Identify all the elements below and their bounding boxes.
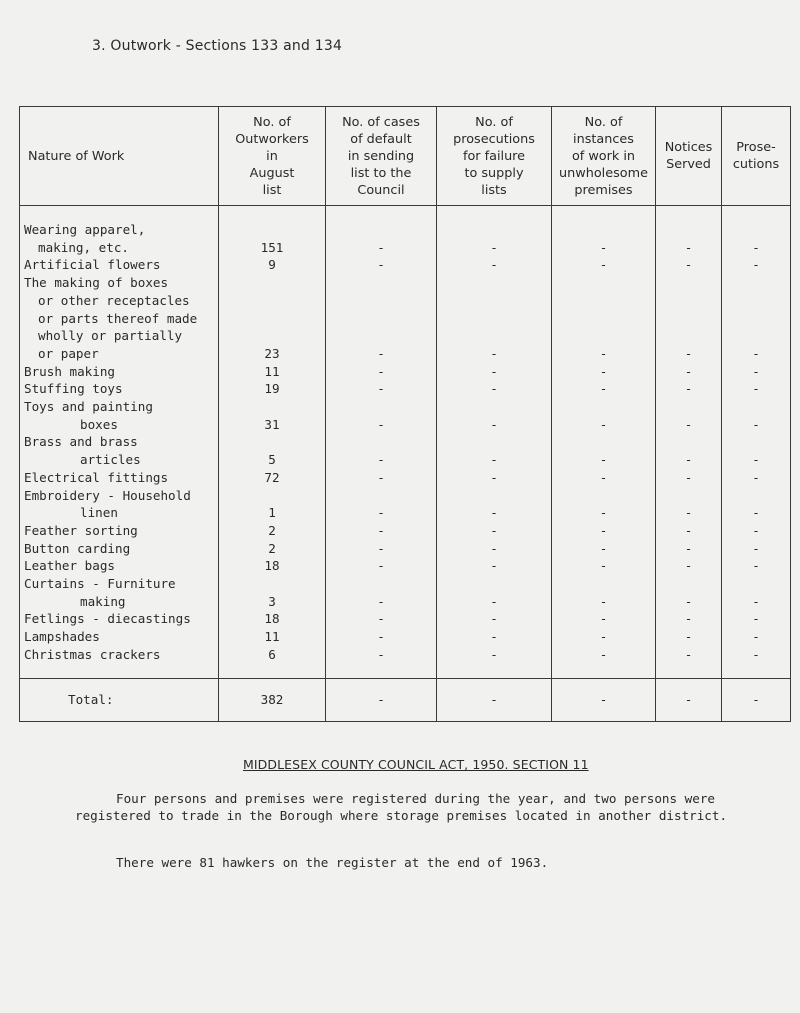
column-header-line: prosecutions xyxy=(453,131,535,147)
prose-value: - xyxy=(752,522,760,538)
table-row xyxy=(20,398,791,433)
default-value: - xyxy=(377,522,385,538)
prose-value: - xyxy=(752,363,760,379)
notices-value: - xyxy=(684,469,693,485)
outworkers-cell xyxy=(219,557,326,575)
default-value: - xyxy=(377,381,385,397)
default-value: - xyxy=(377,611,385,627)
prosecutions-cell xyxy=(437,646,552,678)
outworkers-value: 2 xyxy=(268,540,276,556)
prosecutions-cell xyxy=(437,469,552,487)
table-row xyxy=(20,206,791,257)
notices-value: - xyxy=(684,416,693,432)
default-cell xyxy=(326,433,437,468)
prosecutions-value: - xyxy=(490,558,498,574)
prosecutions-cell xyxy=(437,575,552,610)
nature-of-work-line: Curtains - Furniture xyxy=(24,576,176,592)
instances-cell xyxy=(552,256,656,274)
nature-of-work-line: Brass and brass xyxy=(24,434,138,450)
notices-cell xyxy=(656,363,722,381)
table-row xyxy=(20,557,791,575)
prose-value: - xyxy=(752,505,760,521)
prosecutions-value: - xyxy=(490,416,498,432)
prosecutions-value: - xyxy=(490,452,498,468)
instances-value: - xyxy=(599,239,608,255)
column-header-line: in sending xyxy=(347,148,415,164)
instances-cell xyxy=(552,557,656,575)
column-header-line: list xyxy=(262,182,282,198)
total-prosecutions-value: - xyxy=(437,678,552,721)
outworkers-cell xyxy=(219,469,326,487)
instances-value: - xyxy=(599,345,608,361)
column-header-line: Notices xyxy=(664,140,713,155)
prosecutions-value: - xyxy=(490,257,498,273)
instances-cell xyxy=(552,433,656,468)
default-cell xyxy=(326,575,437,610)
outworkers-cell xyxy=(219,206,326,257)
prose-cell xyxy=(722,487,791,522)
nature-of-work-line: Fetlings - diecastings xyxy=(24,611,191,627)
default-cell xyxy=(326,557,437,575)
default-cell xyxy=(326,380,437,398)
prosecutions-cell xyxy=(437,540,552,558)
outworkers-cell xyxy=(219,487,326,522)
outworkers-value: 1 xyxy=(268,505,276,521)
nature-of-work-line: wholly or partially xyxy=(38,328,183,344)
nature-of-work-cell xyxy=(20,274,219,363)
outworkers-cell xyxy=(219,646,326,678)
column-header-line: Served xyxy=(666,157,711,172)
notices-cell xyxy=(656,557,722,575)
nature-of-work-line: Artificial flowers xyxy=(24,257,161,273)
prose-value: - xyxy=(752,646,760,662)
outworkers-value: 9 xyxy=(268,257,276,273)
column-header-line: No. of xyxy=(584,114,623,130)
default-value: - xyxy=(377,558,385,574)
prosecutions-cell xyxy=(437,398,552,433)
instances-cell xyxy=(552,575,656,610)
column-header-line: Prose- xyxy=(736,140,776,155)
column-header-line: Council xyxy=(357,182,405,198)
nature-of-work-cell xyxy=(20,363,219,381)
outworkers-cell xyxy=(219,540,326,558)
notices-cell xyxy=(656,380,722,398)
notices-value: - xyxy=(684,558,693,574)
default-value: - xyxy=(377,239,385,255)
instances-cell xyxy=(552,522,656,540)
instances-value: - xyxy=(599,540,608,556)
column-header xyxy=(326,107,437,206)
nature-of-work-line: or other receptacles xyxy=(38,292,190,308)
nature-of-work-line: boxes xyxy=(80,416,118,432)
outworkers-value: 31 xyxy=(264,416,280,432)
notices-cell xyxy=(656,256,722,274)
notices-value: - xyxy=(684,593,693,609)
notices-cell xyxy=(656,487,722,522)
notices-value: - xyxy=(684,257,693,273)
column-header xyxy=(219,107,326,206)
column-header xyxy=(552,107,656,206)
prosecutions-cell xyxy=(437,256,552,274)
default-cell xyxy=(326,540,437,558)
table-row xyxy=(20,610,791,628)
instances-cell xyxy=(552,206,656,257)
outworkers-cell xyxy=(219,628,326,646)
notices-value: - xyxy=(684,522,693,538)
default-value: - xyxy=(377,505,385,521)
instances-cell xyxy=(552,380,656,398)
outworkers-cell xyxy=(219,575,326,610)
prosecutions-value: - xyxy=(490,593,498,609)
nature-of-work-cell xyxy=(20,557,219,575)
prose-cell xyxy=(722,522,791,540)
table-row xyxy=(20,363,791,381)
prose-cell xyxy=(722,256,791,274)
prose-cell xyxy=(722,540,791,558)
total-outworkers-value: 382 xyxy=(219,678,326,721)
nature-of-work-cell xyxy=(20,628,219,646)
default-cell xyxy=(326,610,437,628)
instances-value: - xyxy=(599,629,608,645)
table-row xyxy=(20,540,791,558)
nature-of-work-cell xyxy=(20,256,219,274)
default-value: - xyxy=(377,540,385,556)
default-value: - xyxy=(377,257,385,273)
instances-value: - xyxy=(599,381,608,397)
prose-cell xyxy=(722,398,791,433)
instances-value: - xyxy=(599,469,608,485)
prose-cell xyxy=(722,557,791,575)
table-row xyxy=(20,487,791,522)
prose-cell xyxy=(722,469,791,487)
column-header-line: No. of cases xyxy=(342,114,420,130)
prose-value: - xyxy=(752,593,760,609)
nature-of-work-line: Stuffing toys xyxy=(24,381,123,397)
prosecutions-value: - xyxy=(490,522,498,538)
nature-of-work-cell xyxy=(20,540,219,558)
column-header xyxy=(20,107,219,206)
nature-of-work-cell xyxy=(20,380,219,398)
default-value: - xyxy=(377,646,385,662)
default-value: - xyxy=(377,629,385,645)
nature-of-work-line: or parts thereof made xyxy=(38,310,198,326)
default-cell xyxy=(326,256,437,274)
paragraph-hawkers: There were 81 hawkers on the register at the end of 1963. xyxy=(116,855,549,870)
prose-value: - xyxy=(752,452,760,468)
default-value: - xyxy=(377,345,385,361)
column-header-line: of default xyxy=(350,131,412,147)
default-cell xyxy=(326,206,437,257)
table-row xyxy=(20,575,791,610)
instances-cell xyxy=(552,398,656,433)
column-header xyxy=(437,107,552,206)
outworkers-cell xyxy=(219,433,326,468)
notices-value: - xyxy=(684,239,693,255)
prose-value: - xyxy=(752,416,760,432)
nature-of-work-line: making xyxy=(80,593,126,609)
outworkers-value: 2 xyxy=(268,522,276,538)
prosecutions-cell xyxy=(437,433,552,468)
prose-value: - xyxy=(752,629,760,645)
column-header-line: for failure xyxy=(462,148,526,164)
instances-value: - xyxy=(599,505,608,521)
notices-value: - xyxy=(684,345,693,361)
table-row xyxy=(20,522,791,540)
notices-cell xyxy=(656,398,722,433)
instances-value: - xyxy=(599,416,608,432)
prosecutions-value: - xyxy=(490,629,498,645)
nature-of-work-cell xyxy=(20,469,219,487)
section-subheading: MIDDLESEX COUNTY COUNCIL ACT, 1950. SECTION 11 xyxy=(243,757,589,772)
nature-of-work-line: Button carding xyxy=(24,540,131,556)
prosecutions-cell xyxy=(437,610,552,628)
column-header-line: lists xyxy=(481,182,507,198)
nature-of-work-cell xyxy=(20,487,219,522)
prosecutions-cell xyxy=(437,557,552,575)
instances-value: - xyxy=(599,257,608,273)
notices-value: - xyxy=(684,646,693,662)
column-header-line: August xyxy=(249,165,295,181)
instances-cell xyxy=(552,646,656,678)
prosecutions-value: - xyxy=(490,381,498,397)
outworkers-value: 19 xyxy=(264,381,280,397)
default-cell xyxy=(326,646,437,678)
prosecutions-value: - xyxy=(490,540,498,556)
outworkers-value: 72 xyxy=(264,469,280,485)
notices-cell xyxy=(656,522,722,540)
prose-cell xyxy=(722,433,791,468)
nature-of-work-line: Wearing apparel, xyxy=(24,222,146,237)
outworkers-value: 11 xyxy=(264,363,280,379)
column-header-line: cutions xyxy=(732,157,780,172)
nature-of-work-cell xyxy=(20,610,219,628)
outworkers-cell xyxy=(219,363,326,381)
nature-of-work-line: Toys and painting xyxy=(24,399,153,415)
default-cell xyxy=(326,628,437,646)
prose-value: - xyxy=(752,611,760,627)
prosecutions-cell xyxy=(437,363,552,381)
table-row xyxy=(20,433,791,468)
default-value: - xyxy=(377,416,385,432)
instances-cell xyxy=(552,363,656,381)
notices-cell xyxy=(656,628,722,646)
default-cell xyxy=(326,363,437,381)
total-prose-value: - xyxy=(722,678,791,721)
nature-of-work-cell xyxy=(20,646,219,678)
instances-cell xyxy=(552,469,656,487)
total-label: Total: xyxy=(20,678,219,721)
notices-cell xyxy=(656,575,722,610)
prose-cell xyxy=(722,646,791,678)
outworkers-cell xyxy=(219,522,326,540)
notices-cell xyxy=(656,646,722,678)
column-header-line: to supply xyxy=(464,165,524,181)
prosecutions-cell xyxy=(437,206,552,257)
outworkers-value: 23 xyxy=(264,345,280,361)
outworkers-value: 3 xyxy=(268,593,276,609)
nature-of-work-line: The making of boxes xyxy=(24,275,169,291)
nature-of-work-line: Leather bags xyxy=(24,558,115,574)
column-header-line: unwholesome xyxy=(559,165,648,181)
notices-value: - xyxy=(684,540,693,556)
outwork-table xyxy=(19,106,791,722)
total-row xyxy=(20,678,791,721)
notices-cell xyxy=(656,206,722,257)
column-header-line: No. of xyxy=(253,114,291,130)
prose-cell xyxy=(722,610,791,628)
column-header xyxy=(722,107,791,206)
nature-of-work-line: Embroidery - Household xyxy=(24,487,191,503)
notices-value: - xyxy=(684,363,693,379)
notices-value: - xyxy=(684,505,693,521)
default-value: - xyxy=(377,469,385,485)
total-instances-value: - xyxy=(552,678,656,721)
instances-cell xyxy=(552,610,656,628)
prose-value: - xyxy=(752,469,760,485)
column-header-line: of work in xyxy=(571,148,636,164)
total-notices-value: - xyxy=(656,678,722,721)
prosecutions-value: - xyxy=(490,646,498,662)
instances-value: - xyxy=(599,558,608,574)
notices-value: - xyxy=(684,452,693,468)
total-default-value: - xyxy=(326,678,437,721)
default-cell xyxy=(326,398,437,433)
table-row xyxy=(20,628,791,646)
notices-cell xyxy=(656,469,722,487)
default-cell xyxy=(326,487,437,522)
prose-cell xyxy=(722,380,791,398)
prosecutions-value: - xyxy=(490,469,498,485)
column-header-line: No. of xyxy=(475,114,513,130)
prose-value: - xyxy=(752,239,760,255)
instances-value: - xyxy=(599,611,608,627)
notices-cell xyxy=(656,433,722,468)
instances-cell xyxy=(552,487,656,522)
table-header-row xyxy=(20,107,791,206)
nature-of-work-cell xyxy=(20,522,219,540)
paragraph-registrations: Four persons and premises were registered during the year, and two persons were registered to trade in the Borough where storage premises located in another district. xyxy=(75,791,728,823)
default-value: - xyxy=(377,593,385,609)
nature-of-work-line: Brush making xyxy=(24,363,115,379)
prosecutions-value: - xyxy=(490,363,498,379)
outworkers-value: 151 xyxy=(260,239,284,255)
instances-value: - xyxy=(599,593,608,609)
nature-of-work-line: linen xyxy=(80,505,118,521)
nature-of-work-line: or paper xyxy=(38,345,99,361)
nature-of-work-cell xyxy=(20,398,219,433)
prosecutions-value: - xyxy=(490,611,498,627)
default-cell xyxy=(326,522,437,540)
prose-cell xyxy=(722,628,791,646)
nature-of-work-line: Lampshades xyxy=(24,629,100,645)
instances-cell xyxy=(552,274,656,363)
instances-value: - xyxy=(599,522,608,538)
prosecutions-cell xyxy=(437,487,552,522)
notices-value: - xyxy=(684,629,693,645)
prose-value: - xyxy=(752,345,760,361)
instances-cell xyxy=(552,628,656,646)
outworkers-value: 6 xyxy=(268,646,276,662)
instances-value: - xyxy=(599,646,608,662)
prosecutions-cell xyxy=(437,274,552,363)
outworkers-value: 5 xyxy=(268,452,276,468)
column-header-line: Outworkers xyxy=(235,131,309,147)
nature-of-work-cell xyxy=(20,575,219,610)
prose-value: - xyxy=(752,381,760,397)
default-cell xyxy=(326,274,437,363)
outworkers-cell xyxy=(219,380,326,398)
outworkers-value: 18 xyxy=(264,558,280,574)
prose-cell xyxy=(722,274,791,363)
nature-of-work-line: articles xyxy=(80,452,141,468)
prose-cell xyxy=(722,363,791,381)
outworkers-value: 18 xyxy=(264,611,280,627)
outworkers-cell xyxy=(219,274,326,363)
prose-value: - xyxy=(752,257,760,273)
table-row xyxy=(20,646,791,678)
prose-value: - xyxy=(752,558,760,574)
prosecutions-value: - xyxy=(490,505,498,521)
table-row xyxy=(20,256,791,274)
table-body xyxy=(20,206,791,722)
default-value: - xyxy=(377,452,385,468)
outworkers-cell xyxy=(219,256,326,274)
column-header xyxy=(656,107,722,206)
prosecutions-value: - xyxy=(490,239,498,255)
nature-of-work-line: Feather sorting xyxy=(24,522,138,538)
default-value: - xyxy=(377,363,385,379)
nature-of-work-cell xyxy=(20,206,219,257)
prose-cell xyxy=(722,575,791,610)
notices-cell xyxy=(656,274,722,363)
outworkers-value: 11 xyxy=(264,629,280,645)
nature-of-work-line: making, etc. xyxy=(38,239,129,255)
prosecutions-cell xyxy=(437,628,552,646)
nature-of-work-cell xyxy=(20,433,219,468)
column-header-line: list to the xyxy=(350,165,412,181)
nature-of-work-line: Christmas crackers xyxy=(24,646,161,662)
section-title: 3. Outwork - Sections 133 and 134 xyxy=(92,38,343,54)
prosecutions-cell xyxy=(437,380,552,398)
instances-value: - xyxy=(599,452,608,468)
column-header-line: instances xyxy=(573,131,634,147)
prose-value: - xyxy=(752,540,760,556)
notices-cell xyxy=(656,540,722,558)
table-row xyxy=(20,274,791,363)
instances-cell xyxy=(552,540,656,558)
instances-value: - xyxy=(599,363,608,379)
default-cell xyxy=(326,469,437,487)
column-header-line: premises xyxy=(574,182,633,198)
outworkers-cell xyxy=(219,398,326,433)
notices-value: - xyxy=(684,611,693,627)
notices-value: - xyxy=(684,381,693,397)
prosecutions-value: - xyxy=(490,345,498,361)
outworkers-cell xyxy=(219,610,326,628)
table-row xyxy=(20,380,791,398)
nature-of-work-line: Electrical fittings xyxy=(24,469,169,485)
column-header-line: Nature of Work xyxy=(28,148,125,164)
table-row xyxy=(20,469,791,487)
column-header-line: in xyxy=(266,148,278,164)
notices-cell xyxy=(656,610,722,628)
prose-cell xyxy=(722,206,791,257)
prosecutions-cell xyxy=(437,522,552,540)
